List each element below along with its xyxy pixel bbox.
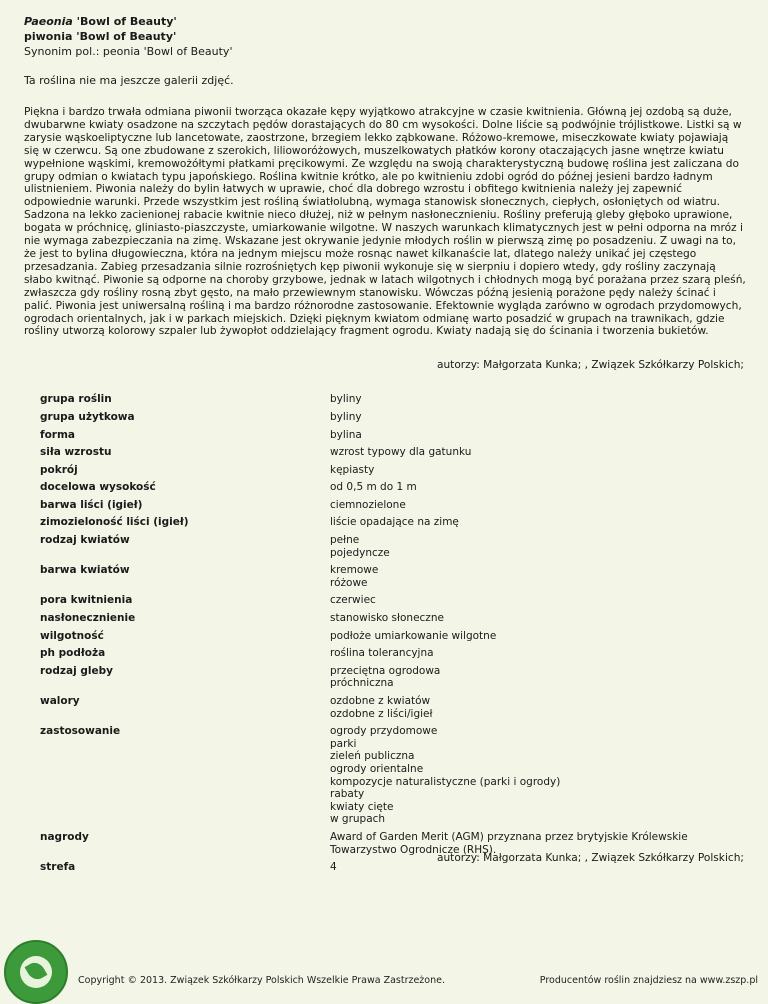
property-value-line: byliny <box>330 410 362 423</box>
property-value <box>330 393 746 411</box>
property-value <box>330 630 746 648</box>
property-value-line: roślina tolerancyjna <box>330 647 434 660</box>
latin-genus: Paeonia <box>24 15 73 28</box>
property-value <box>330 464 746 482</box>
property-row <box>40 446 746 464</box>
property-row <box>40 630 746 648</box>
property-key: wilgotność <box>40 629 104 642</box>
property-row <box>40 725 746 831</box>
property-value <box>330 647 746 665</box>
property-key: strefa <box>40 861 76 874</box>
authors-bottom: autorzy: Małgorzata Kunka; , Związek Szkółkarzy Polskich; <box>436 852 744 864</box>
zszp-logo <box>4 940 68 1004</box>
property-key: rodzaj gleby <box>40 664 113 677</box>
property-row <box>40 481 746 499</box>
property-value-line: przeciętna ogrodowa <box>330 664 441 677</box>
property-key: nagrody <box>40 830 89 843</box>
property-row <box>40 464 746 482</box>
property-row <box>40 411 746 429</box>
property-key: rodzaj kwiatów <box>40 534 130 547</box>
property-row <box>40 516 746 534</box>
latin-name <box>24 14 746 29</box>
property-row <box>40 499 746 517</box>
property-value-line: kwiaty cięte <box>330 800 394 813</box>
polish-name: piwonia 'Bowl of Beauty' <box>24 30 177 43</box>
property-value <box>330 481 746 499</box>
property-value-line: Award of Garden Merit (AGM) przyznana przez brytyjskie Królewskie Towarzystwo Ogrodnicze (RHS). <box>330 830 688 856</box>
plant-card <box>24 14 746 879</box>
property-value <box>330 534 746 564</box>
property-value-line: liście opadające na zimę <box>330 516 459 529</box>
property-row <box>40 695 746 725</box>
properties-table <box>40 393 746 878</box>
property-value-line: ozdobne z liści/igieł <box>330 707 433 720</box>
property-value-line: zieleń publiczna <box>330 750 415 763</box>
property-value <box>330 516 746 534</box>
property-value <box>330 499 746 517</box>
authors: autorzy: Małgorzata Kunka; , Związek Szkółkarzy Polskich; <box>436 359 744 372</box>
property-value <box>330 411 746 429</box>
property-row <box>40 393 746 411</box>
property-value <box>330 564 746 594</box>
property-value-line: próchniczna <box>330 677 394 690</box>
property-row <box>40 429 746 447</box>
property-key: ph podłoża <box>40 647 106 660</box>
property-key: zimozieloność liści (igieł) <box>40 516 189 529</box>
property-value-line: byliny <box>330 393 362 406</box>
property-value <box>330 446 746 464</box>
latin-cultivar: 'Bowl of Beauty' <box>72 15 177 28</box>
property-key: siła wzrostu <box>40 446 112 459</box>
property-value <box>330 665 746 695</box>
property-value-line: czerwiec <box>330 594 376 607</box>
property-key: barwa liści (igieł) <box>40 498 143 511</box>
property-value-line: różowe <box>330 576 368 589</box>
property-value-line: ozdobne z kwiatów <box>330 695 431 707</box>
footer <box>0 936 768 994</box>
property-key: docelowa wysokość <box>40 481 156 494</box>
property-value-line: kremowe <box>330 564 379 577</box>
property-value-line: w grupach <box>330 813 386 826</box>
description: Piękna i bardzo trwała odmiana piwonii tworząca okazałe kępy wyjątkowo atrakcyjne w czasie kwitnienia. Główną jej ozdobą są duże, dwubarwne kwiaty osadzone na szczytach pędów dorastających do 80 cm wysokości. Dolne liście są podwójnie trójlistkowe. Listki są w zarysie wąskoeliptyczne lub lancetowate, zaostrzone, brzegiem lekko ząbkowane. Różowo-kremowe, miseczkowate kwiaty pojawiają się w czerwcu. Są one zbudowane z szerokich, lilioworóżowych, muszelkowatych płatków korony otaczających jasne wnętrze kwiatu wypełnione wąskimi, kremowożółtymi płatkami pręcikowymi. Ze względu na swoją charakterystyczną budowę roślina jest zaliczana do grupy odmian o kwiatach typu japońskiego. Roślina kwitnie krótko, ale po kwitnieniu zdobi ogród do późnej jesieni bardzo ładnym ulistnieniem. Piwonia należy do bylin łatwych w uprawie, choć dla dobrego wzrostu i obfitego kwitnienia należy jej zapewnić odpowiednie warunki. Przede wszystkim jest rośliną światłolubną, wymaga stanowisk słonecznych, ciepłych, osłoniętych od wiatru. Sadzona na lekko zacienionej rabacie kwitnie nieco dłużej, niż w pełnym nasłonecznieniu. Rośliny preferują gleby głęboko uprawione, bogata w próchnicę, gliniasto-piaszczyste, umiarkowanie wilgotne. W naszych warunkach klimatycznych jest w pełni odporna na mróz i nie wymaga zabezpieczania na zimę. Wskazane jest okrywanie jedynie młodych roślin w pierwszą zimę po posadzeniu. Z uwagi na to, że jest to bylina długowieczna, która na jednym miejscu może rosnąc nawet kilkanaście lat, dlatego należy unikać jej częstego przesadzania. Zabieg przesadzania silnie rozrośniętych kęp piwonii wykonuje się w sierpniu i dopiero wtedy, gdy rośliny zaczynają słabo kwitnąć. Piwonie są odporne na choroby grzybowe, jednak w latach wilgotnych i chłodnych mogą być porażana przez szarą pleśń, zwłaszcza gdy rośliny rosną zbyt gęsto, na mało przewiewnym stanowisku. Wówczas późną jesienią porażone pędy należy ścinać i palić. Piwonia jest uniwersalną rośliną i ma bardzo różnorodne zastosowanie. Efektownie wygląda zarówno w ogrodach przydomowych, ogrodach orientalnych, jak i w parkach miejskich. Dzięki pięknym kwiatom odmianę warto posadzić w grupach na trawnikach, gdzie rośliny utworzą kolorowy szpaler lub żywopłot oddzielający fragment ogrodu. Kwiaty nadają się do ścinania i tworzenia bukietów. <box>24 106 746 338</box>
property-value-line: stanowisko słoneczne <box>330 612 444 625</box>
property-value-line: kępiasty <box>330 463 375 476</box>
property-value <box>330 429 746 447</box>
property-key: forma <box>40 428 75 441</box>
property-value-line: podłoże umiarkowanie wilgotne <box>330 629 497 642</box>
property-value-line: ciemnozielone <box>330 498 406 511</box>
property-row <box>40 564 746 594</box>
no-gallery-notice: Ta roślina nie ma jeszcze galerii zdjęć. <box>24 74 234 87</box>
property-value-line: rabaty <box>330 788 365 801</box>
property-key: zastosowanie <box>40 725 121 738</box>
property-value <box>330 725 746 831</box>
property-value-line: pełne <box>330 534 360 547</box>
synonym: Synonim pol.: peonia 'Bowl of Beauty' <box>24 45 233 58</box>
property-value-line: bylina <box>330 428 362 441</box>
property-row <box>40 612 746 630</box>
leaf-icon <box>20 956 52 988</box>
property-value-line: wzrost typowy dla gatunku <box>330 446 472 459</box>
property-value-line: od 0,5 m do 1 m <box>330 481 417 494</box>
property-key: grupa użytkowa <box>40 410 135 423</box>
property-key: nasłonecznienie <box>40 612 136 625</box>
property-row <box>40 534 746 564</box>
copyright: Copyright © 2013. Związek Szkółkarzy Polskich Wszelkie Prawa Zastrzeżone. <box>78 975 445 986</box>
property-row <box>40 665 746 695</box>
property-row <box>40 647 746 665</box>
producers-link[interactable]: Producentów roślin znajdziesz na www.zszp.pl <box>539 975 758 986</box>
property-key: pora kwitnienia <box>40 594 133 607</box>
property-key: grupa roślin <box>40 393 112 406</box>
property-value-line: 4 <box>330 861 337 874</box>
property-row <box>40 594 746 612</box>
property-key: pokrój <box>40 463 78 476</box>
property-value <box>330 594 746 612</box>
property-key: walory <box>40 695 80 707</box>
property-key: barwa kwiatów <box>40 564 130 577</box>
property-value <box>330 695 746 725</box>
property-value-line: kompozycje naturalistyczne (parki i ogrody) <box>330 775 561 788</box>
property-value <box>330 612 746 630</box>
property-value-line: pojedyncze <box>330 546 390 559</box>
property-value-line: parki <box>330 737 357 750</box>
property-value-line: ogrody przydomowe <box>330 725 438 738</box>
property-value-line: ogrody orientalne <box>330 762 424 775</box>
